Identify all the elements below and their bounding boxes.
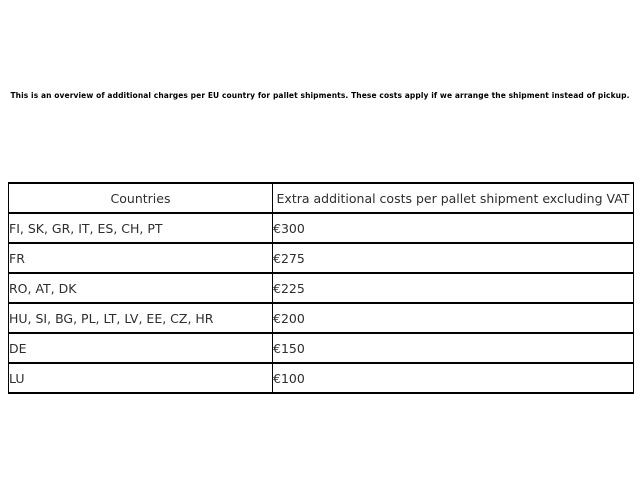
table-header-countries: Countries — [9, 183, 273, 213]
country-cell: RO, AT, DK — [9, 273, 273, 303]
table-row — [9, 363, 634, 393]
cost-cell: €275 — [273, 243, 634, 273]
table-row — [9, 303, 634, 333]
table-row — [9, 273, 634, 303]
country-cell: FI, SK, GR, IT, ES, CH, PT — [9, 213, 273, 243]
table-row — [9, 213, 634, 243]
table-header-row — [9, 183, 634, 213]
cost-cell: €200 — [273, 303, 634, 333]
country-cell: FR — [9, 243, 273, 273]
costs-table — [8, 182, 634, 394]
country-cell: HU, SI, BG, PL, LT, LV, EE, CZ, HR — [9, 303, 273, 333]
country-cell: LU — [9, 363, 273, 393]
cost-cell: €150 — [273, 333, 634, 363]
table-row — [9, 243, 634, 273]
table-header-costs: Extra additional costs per pallet shipment excluding VAT — [273, 183, 634, 213]
country-cell: DE — [9, 333, 273, 363]
cost-cell: €100 — [273, 363, 634, 393]
intro-text: This is an overview of additional charges per EU country for pallet shipments. These costs apply if we arrange the shipment instead of pickup. — [10, 91, 630, 100]
table-row — [9, 333, 634, 363]
cost-cell: €300 — [273, 213, 634, 243]
cost-cell: €225 — [273, 273, 634, 303]
